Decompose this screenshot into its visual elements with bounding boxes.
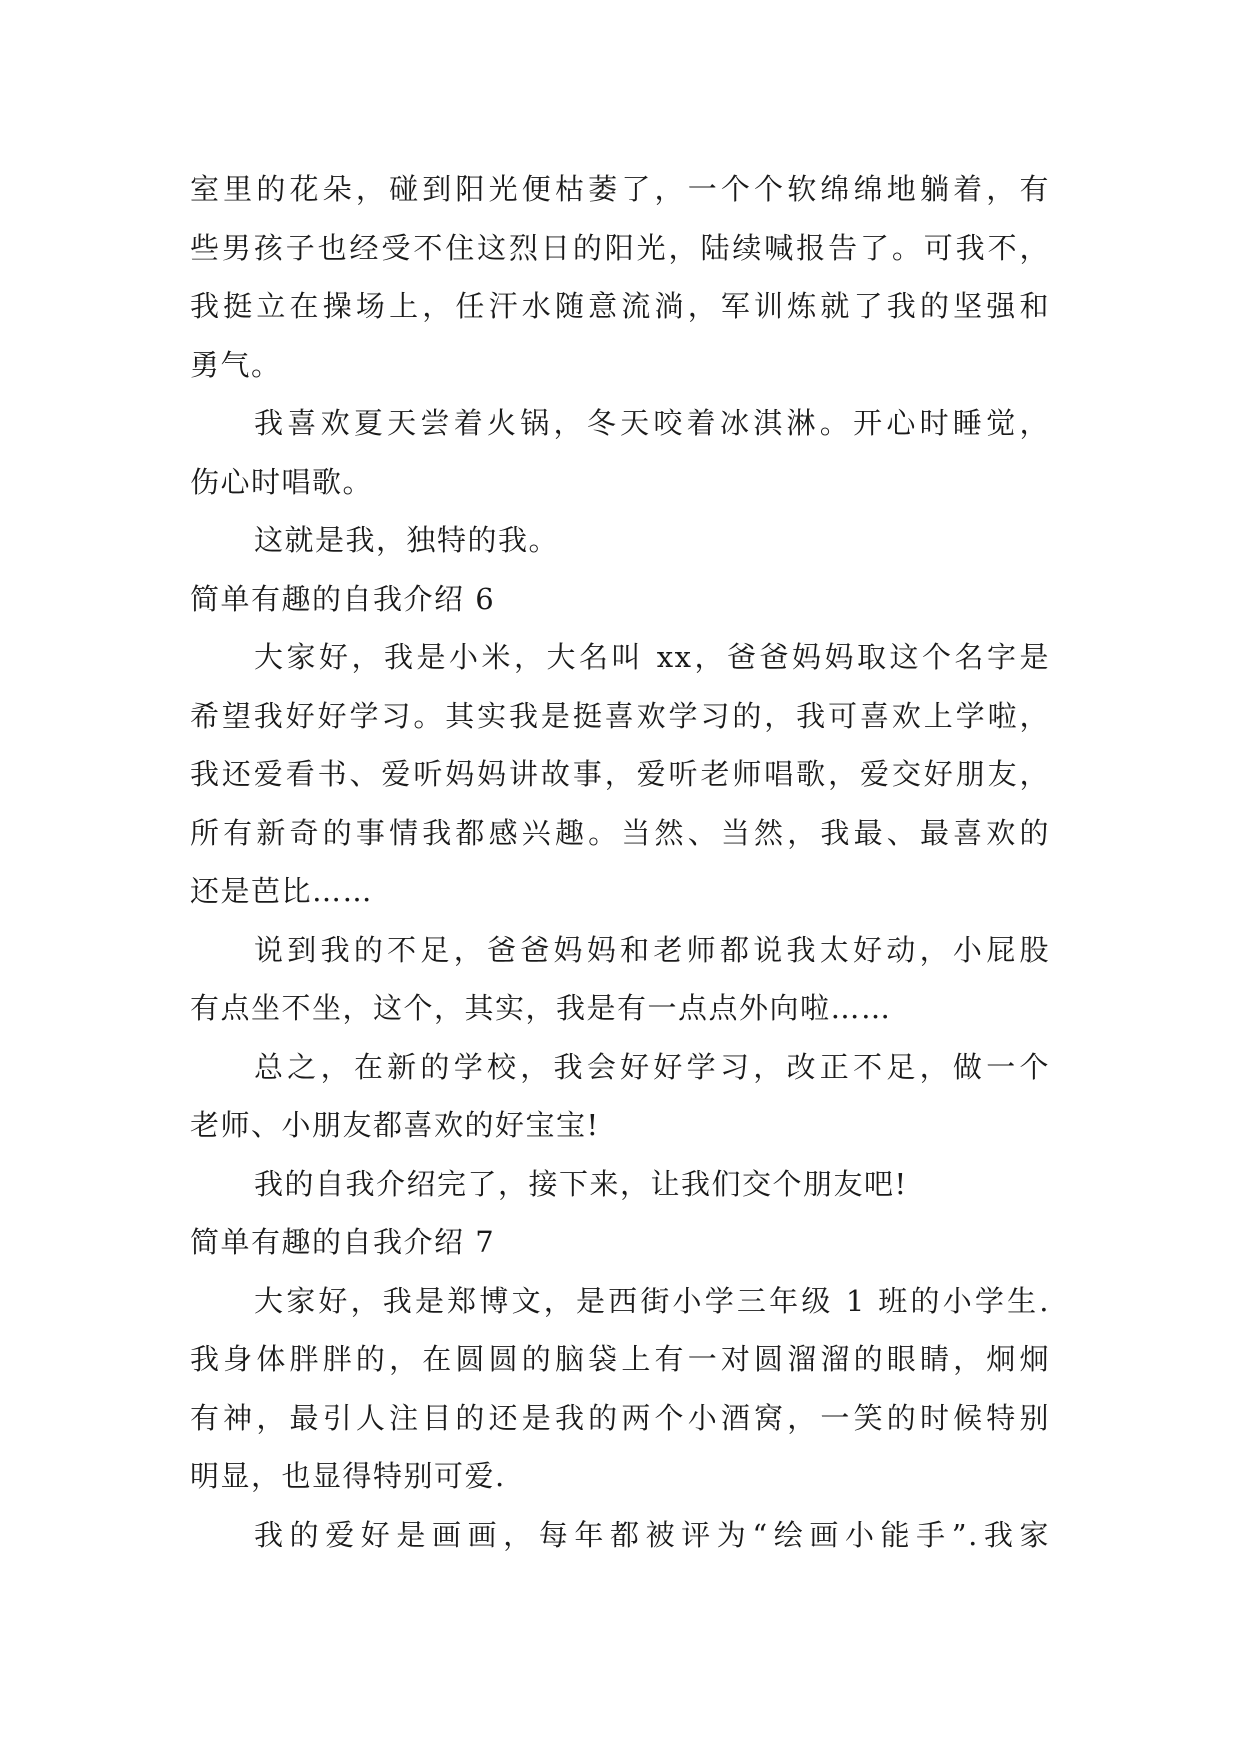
body-text-line: 有神，最引人注目的还是我的两个小酒窝，一笑的时候特别 — [190, 1400, 1050, 1435]
body-text-line: 我挺立在操场上，任汗水随意流淌，军训炼就了我的坚强和 — [190, 289, 1050, 323]
paragraph-first-line: 大家好，我是小米，大名叫 xx，爸爸妈妈取这个名字是 — [254, 640, 1050, 674]
body-text-line: 勇气。 — [190, 347, 282, 382]
paragraph-first-line: 我喜欢夏天尝着火锅，冬天咬着冰淇淋。开心时睡觉， — [254, 406, 1050, 440]
document-page — [190, 160, 1050, 1564]
body-text-line: 所有新奇的事情我都感兴趣。当然、当然，我最、最喜欢的 — [190, 815, 1050, 850]
section-heading: 简单有趣的自我介绍 6 — [190, 581, 496, 616]
paragraph-first-line: 大家好，我是郑博文，是西街小学三年级 1 班的小学生. — [254, 1283, 1050, 1318]
body-text-line: 老师、小朋友都喜欢的好宝宝! — [190, 1108, 600, 1142]
section-heading: 简单有趣的自我介绍 7 — [190, 1225, 496, 1259]
body-text-line: 希望我好好学习。其实我是挺喜欢学习的，我可喜欢上学啦， — [190, 698, 1050, 733]
body-text-line: 些男孩子也经受不住这烈日的阳光，陆续喊报告了。可我不， — [190, 230, 1050, 265]
body-text-line: 我还爱看书、爱听妈妈讲故事，爱听老师唱歌，爱交好朋友， — [190, 757, 1050, 791]
body-text-line: 我身体胖胖的，在圆圆的脑袋上有一对圆溜溜的眼睛，炯炯 — [190, 1342, 1050, 1376]
paragraph-first-line: 我的爱好是画画，每年都被评为“绘画小能手”.我家 — [254, 1517, 1050, 1552]
body-text-line: 伤心时唱歌。 — [190, 464, 374, 499]
body-text-line: 室里的花朵，碰到阳光便枯萎了，一个个软绵绵地躺着，有 — [190, 172, 1050, 206]
body-text-line: 明显，也显得特别可爱. — [190, 1459, 506, 1493]
paragraph-first-line: 我的自我介绍完了，接下来，让我们交个朋友吧! — [254, 1166, 908, 1201]
paragraph-first-line: 说到我的不足，爸爸妈妈和老师都说我太好动，小屁股 — [254, 932, 1050, 967]
body-text-line: 有点坐不坐，这个，其实，我是有一点点外向啦…… — [190, 991, 892, 1025]
body-text-line: 还是芭比…… — [190, 874, 374, 908]
paragraph-first-line: 这就是我，独特的我。 — [254, 523, 560, 557]
paragraph-first-line: 总之，在新的学校，我会好好学习，改正不足，做一个 — [254, 1049, 1050, 1084]
